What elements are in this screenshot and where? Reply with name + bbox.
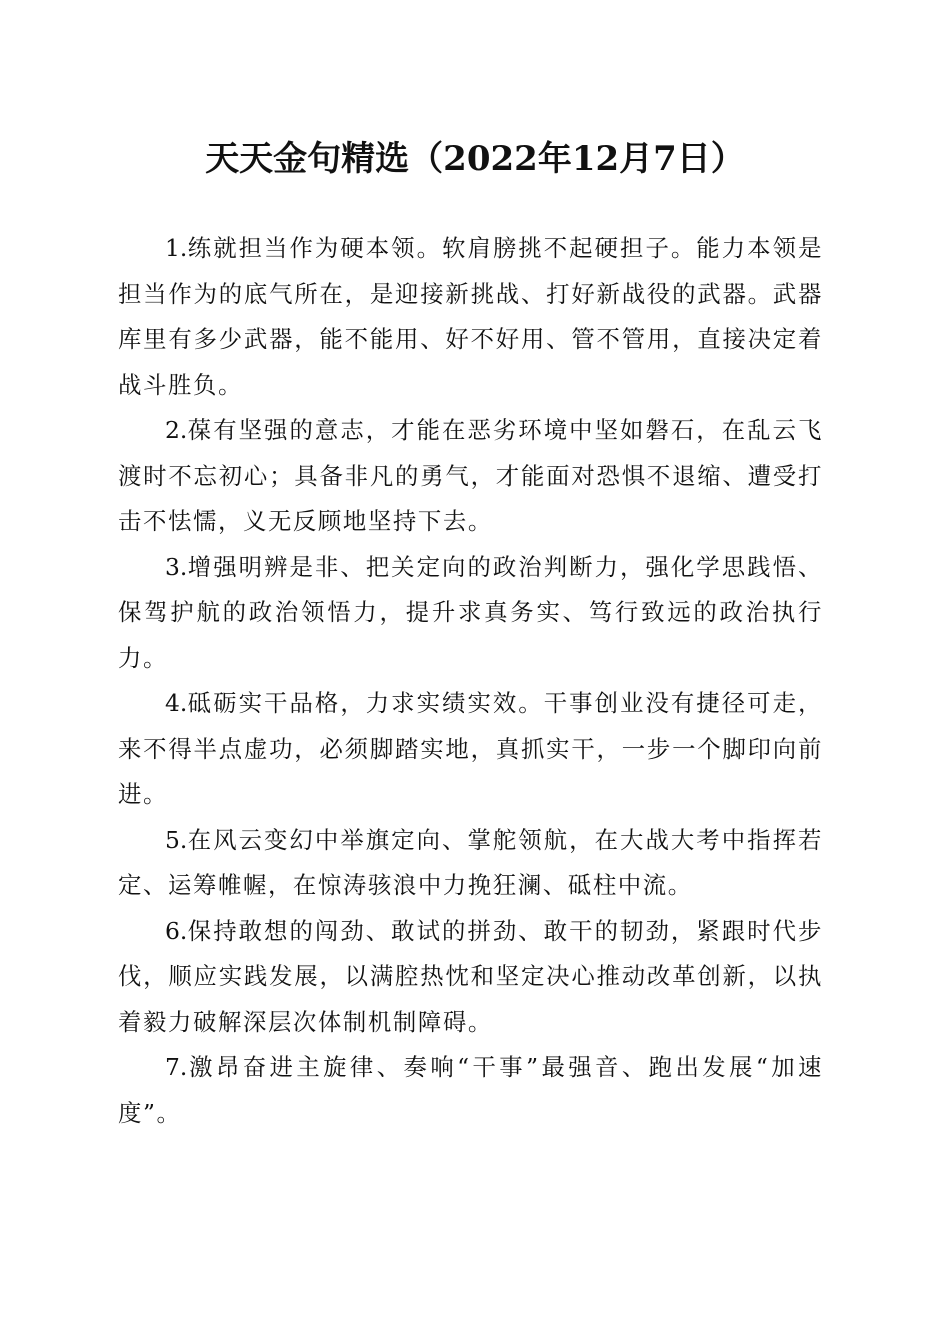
quote-text: 激昂奋进主旋律、奏响“干事”最强音、跑出发展“加速度”。 [118,1053,823,1127]
quote-list [118,226,823,1136]
quote-number: 5. [165,825,188,854]
quote-item-5 [118,818,823,909]
quote-text: 练就担当作为硬本领。软肩膀挑不起硬担子。能力本领是担当作为的底气所在，是迎接新挑战、打好新战役的武器。武器库里有多少武器，能不能用、好不好用、管不管用，直接决定着战斗胜负。 [118,234,823,399]
quote-item-7 [118,1045,823,1136]
quote-text: 在风云变幻中举旗定向、掌舵领航，在大战大考中指挥若定、运筹帷幄，在惊涛骇浪中力挽狂澜、砥柱中流。 [118,825,823,899]
quote-number: 7. [165,1053,188,1081]
quote-item-2 [118,408,823,545]
quote-number: 3. [165,552,188,581]
quote-item-4 [118,681,823,818]
quote-text: 增强明辨是非、把关定向的政治判断力，强化学思践悟、保驾护航的政治领悟力，提升求真务实、笃行致远的政治执行力。 [118,552,823,672]
quote-text: 砥砺实干品格，力求实绩实效。干事创业没有捷径可走，来不得半点虚功，必须脚踏实地，真抓实干，一步一个脚印向前进。 [118,689,823,808]
quote-text: 葆有坚强的意志，才能在恶劣环境中坚如磐石，在乱云飞渡时不忘初心；具备非凡的勇气，才能面对恐惧不退缩、遭受打击不怯懦，义无反顾地坚持下去。 [118,416,823,535]
quote-number: 1. [165,234,188,262]
quote-number: 4. [165,689,188,717]
quote-text: 保持敢想的闯劲、敢试的拼劲、敢干的韧劲，紧跟时代步伐，顺应实践发展，以满腔热忱和坚定决心推动改革创新，以执着毅力破解深层次体制机制障碍。 [118,916,823,1036]
quote-number: 2. [165,416,188,444]
page-title: 天天金句精选（2022年12月7日） [205,139,745,179]
quote-number: 6. [165,916,188,945]
quote-item-1 [118,226,823,408]
quote-item-3 [118,545,823,682]
quote-item-6 [118,909,823,1046]
